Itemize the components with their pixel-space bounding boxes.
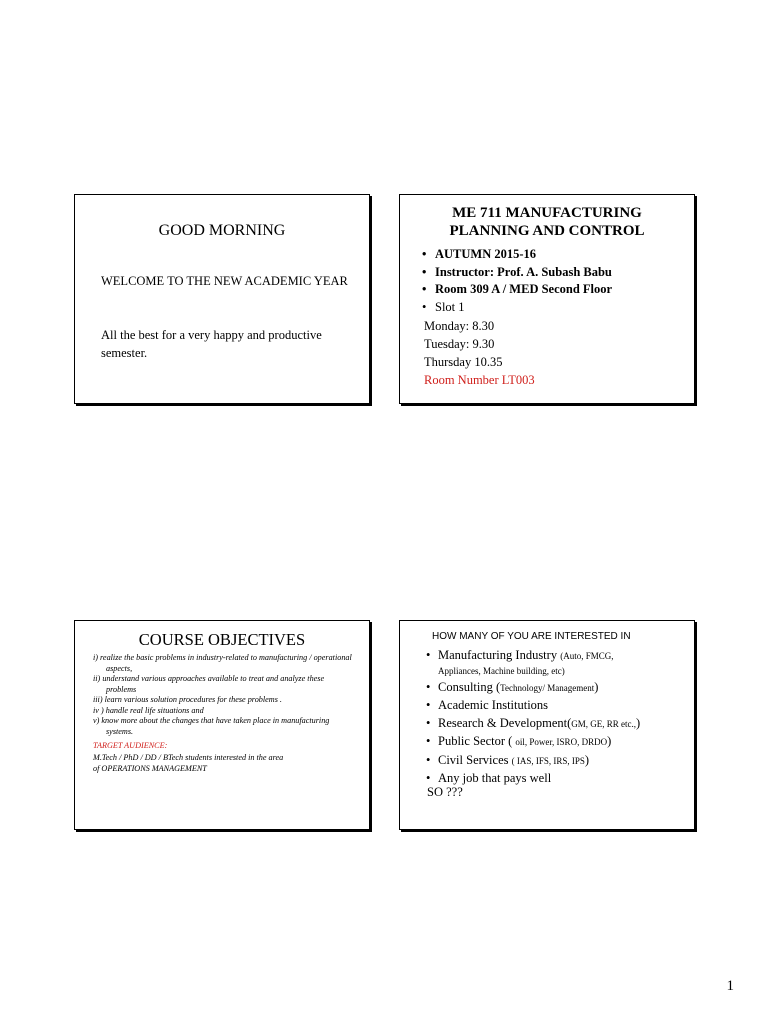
item-tail: ) bbox=[584, 752, 590, 767]
schedule-monday: Monday: 8.30 bbox=[424, 319, 495, 333]
item-tail: ) bbox=[594, 679, 599, 694]
slide-title bbox=[400, 204, 694, 240]
so-question: SO ??? bbox=[427, 785, 463, 799]
objective-item: ii) understand various approaches available to treat and analyze these problems bbox=[93, 674, 325, 694]
item-detail: GM, GE, RR etc., bbox=[571, 718, 637, 729]
list-item: • Slot 1 bbox=[422, 299, 612, 317]
slide-title: COURSE OBJECTIVES bbox=[138, 630, 306, 649]
item-main: Civil Services bbox=[438, 752, 512, 767]
item-main: Consulting ( bbox=[438, 679, 501, 694]
list-item bbox=[426, 733, 640, 752]
item-detail: oil, Power, ISRO, DRDO bbox=[515, 737, 608, 747]
list-item bbox=[426, 697, 640, 715]
objective-item: iii) learn various solution procedures for these problems . bbox=[93, 695, 282, 704]
slide-course-info bbox=[399, 194, 695, 404]
objective-item: iv ) handle real life situations and bbox=[93, 705, 204, 715]
slide-interests bbox=[399, 620, 695, 830]
item-detail-cont: Appliances, Machine building, etc) bbox=[438, 665, 565, 676]
item-main: Academic Institutions bbox=[438, 698, 549, 712]
list-item bbox=[426, 679, 640, 698]
item-detail: (Auto, FMCG, bbox=[560, 651, 614, 661]
slide-good-morning bbox=[74, 194, 370, 404]
list-item: • AUTUMN 2015-16 bbox=[422, 246, 612, 264]
item-tail: ) bbox=[607, 734, 612, 748]
objectives-list bbox=[93, 653, 355, 775]
schedule-thursday: Thursday 10.35 bbox=[424, 355, 503, 369]
list-item: • Instructor: Prof. A. Subash Babu bbox=[422, 264, 612, 282]
item-main: Any job that pays well bbox=[438, 771, 552, 785]
list-item: • Room 309 A / MED Second Floor bbox=[422, 281, 612, 299]
slide-title: GOOD MORNING bbox=[158, 222, 286, 239]
page-number: 1 bbox=[726, 978, 734, 994]
item-main: Public Sector ( bbox=[438, 734, 516, 748]
title-line-1: ME 711 MANUFACTURING bbox=[452, 205, 642, 221]
welcome-text: WELCOME TO THE NEW ACADEMIC YEAR bbox=[101, 274, 348, 288]
interests-list bbox=[426, 647, 640, 788]
item-detail: Technology/ Management bbox=[500, 682, 595, 693]
schedule bbox=[424, 317, 535, 389]
target-audience-label: TARGET AUDIENCE: bbox=[93, 741, 168, 750]
list-item bbox=[426, 752, 640, 771]
item-tail: ) bbox=[636, 715, 641, 730]
audience-line-2: of OPERATIONS MANAGEMENT bbox=[93, 764, 207, 773]
audience-line-1: M.Tech / PhD / DD / BTech students interested in the area bbox=[93, 752, 284, 762]
item-detail: ( IAS, IFS, IRS, IPS bbox=[511, 755, 585, 766]
item-main: Manufacturing Industry bbox=[438, 648, 561, 662]
slide-course-objectives bbox=[74, 620, 370, 830]
list-item bbox=[426, 647, 640, 677]
title-line-2: PLANNING AND CONTROL bbox=[449, 223, 645, 239]
schedule-tuesday: Tuesday: 9.30 bbox=[424, 337, 495, 351]
objective-item: i) realize the basic problems in industry-related to manufacturing / operational aspects, bbox=[93, 653, 352, 673]
item-main: Research & Development( bbox=[438, 715, 572, 730]
list-item bbox=[426, 715, 640, 734]
course-info-list bbox=[422, 246, 612, 316]
objective-item: v) know more about the changes that have taken place in manufacturing systems. bbox=[93, 716, 330, 736]
slide-title: HOW MANY OF YOU ARE INTERESTED IN bbox=[432, 631, 631, 642]
room-number: Room Number LT003 bbox=[424, 373, 535, 387]
best-wishes-text: All the best for a very happy and productive semester. bbox=[101, 328, 322, 360]
